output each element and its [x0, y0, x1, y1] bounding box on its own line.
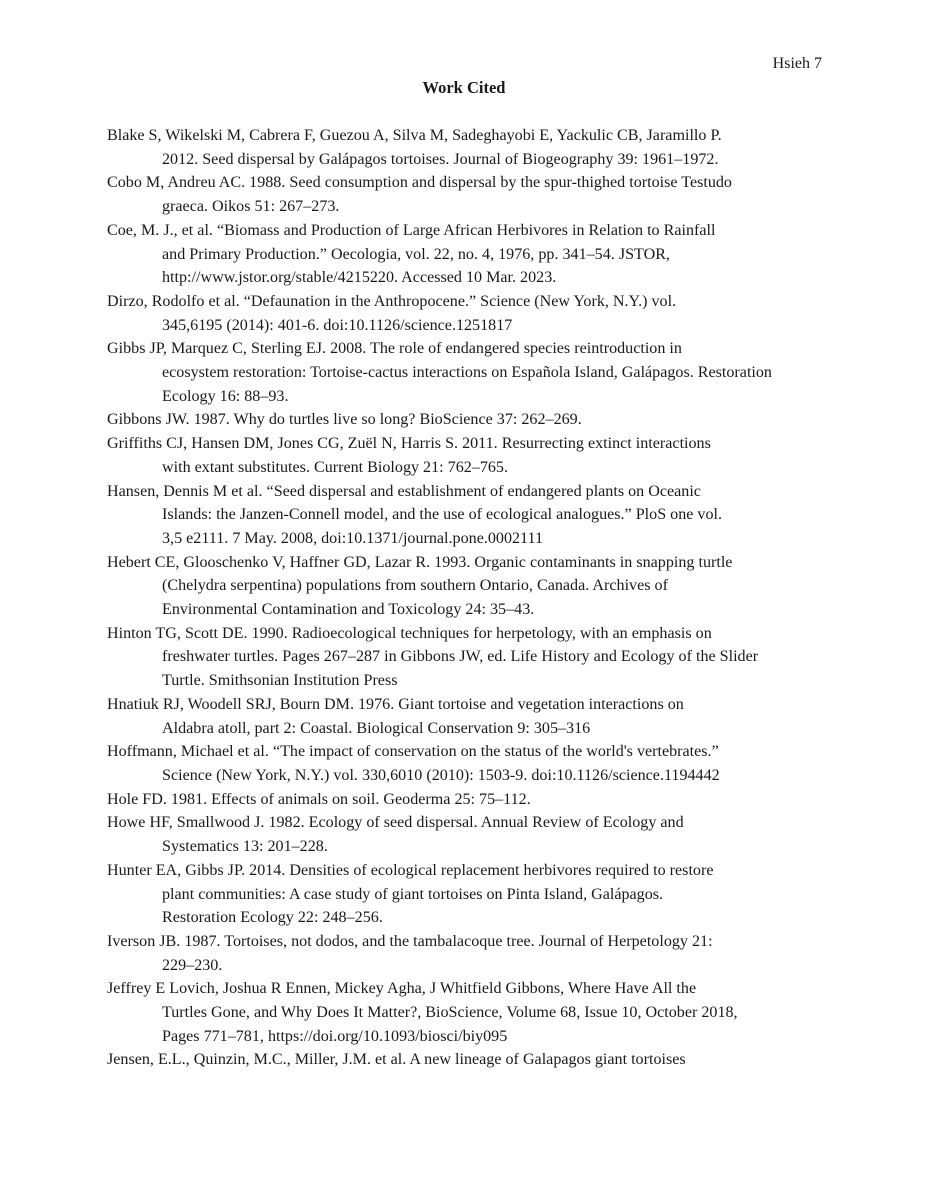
reference-entry: Gibbons JW. 1987. Why do turtles live so long? BioScience 37: 262–269. — [107, 411, 582, 429]
reference-entry: Jeffrey E Lovich, Joshua R Ennen, Mickey Agha, J Whitfield Gibbons, Where Have All the Turtles Gone, and Why Does It Matter?, BioScience, Volume 68, Issue 10, October 2018, Pages 771–781, https://doi.org/10.1093/biosci/biy095 — [107, 980, 738, 1045]
reference-entry: Hansen, Dennis M et al. “Seed dispersal and establishment of endangered plants on Oceanic Islands: the Janzen-Connell model, and the use of ecological analogues.” PloS one vol. 3,5 e2111. 7 May. 2008, doi:10.1371/journal.pone.0002111 — [107, 482, 723, 547]
reference-entry: Dirzo, Rodolfo et al. “Defaunation in the Anthropocene.” Science (New York, N.Y.) vol. 345,6195 (2014): 401-6. doi:10.1126/science.1251817 — [107, 292, 677, 334]
reference-entry: Griffiths CJ, Hansen DM, Jones CG, Zuël N, Harris S. 2011. Resurrecting extinct interactions with extant substitutes. Current Biology 21: 762–765. — [107, 435, 711, 476]
reference-entry: Iverson JB. 1987. Tortoises, not dodos, and the tambalacoque tree. Journal of Herpetology 21: 229–230. — [107, 932, 713, 974]
reference-entry: Hoffmann, Michael et al. “The impact of conservation on the status of the world's vertebrates.” Science (New York, N.Y.) vol. 330,6010 (2010): 1503-9. doi:10.1126/science.1194442 — [107, 743, 720, 784]
reference-entry: Cobo M, Andreu AC. 1988. Seed consumption and dispersal by the spur-thighed tortoise Testudo graeca. Oikos 51: 267–273. — [107, 174, 732, 216]
reference-entry: Gibbs JP, Marquez C, Sterling EJ. 2008. The role of endangered species reintroduction in ecosystem restoration: Tortoise-cactus interactions on Española Island, Galápagos. Restoration Ecology 16: 88–93. — [107, 340, 772, 405]
reference-entry: Coe, M. J., et al. “Biomass and Production of Large African Herbivores in Relation to Rainfall and Primary Production.” Oecologia, vol. 22, no. 4, 1976, pp. 341–54. JSTOR, http://www.jstor.org/stable/4215220. Accessed 10 Mar. 2023. — [107, 221, 716, 287]
reference-entry: Hebert CE, Glooschenko V, Haffner GD, Lazar R. 1993. Organic contaminants in snapping turtle (Chelydra serpentina) populations from southern Ontario, Canada. Archives of Environmental Contamination and Toxicology 24: 35–43. — [107, 553, 733, 619]
reference-list — [107, 124, 823, 1072]
page-header: Hsieh 7 — [772, 55, 822, 72]
reference-entry: Howe HF, Smallwood J. 1982. Ecology of seed dispersal. Annual Review of Ecology and Systematics 13: 201–228. — [107, 814, 684, 856]
reference-entry: Hinton TG, Scott DE. 1990. Radioecological techniques for herpetology, with an emphasis on freshwater turtles. Pages 267–287 in Gibbons JW, ed. Life History and Ecology of the Slider Turtle. Smithsonian Institution Press — [107, 624, 759, 690]
reference-entry: Hunter EA, Gibbs JP. 2014. Densities of ecological replacement herbivores required to restore plant communities: A case study of giant tortoises on Pinta Island, Galápagos. Restoration Ecology 22: 248–256. — [107, 861, 714, 927]
reference-entry: Hnatiuk RJ, Woodell SRJ, Bourn DM. 1976. Giant tortoise and vegetation interactions on Aldabra atoll, part 2: Coastal. Biological Conservation 9: 305–316 — [107, 695, 684, 737]
page-title: Work Cited — [422, 78, 506, 97]
reference-entry: Hole FD. 1981. Effects of animals on soil. Geoderma 25: 75–112. — [107, 790, 531, 808]
reference-entry: Jensen, E.L., Quinzin, M.C., Miller, J.M. et al. A new lineage of Galapagos giant tortoises — [107, 1051, 686, 1069]
reference-entry: Blake S, Wikelski M, Cabrera F, Guezou A, Silva M, Sadeghayobi E, Yackulic CB, Jaramillo P. 2012. Seed dispersal by Galápagos tortoises. Journal of Biogeography 39: 1961–1972. — [107, 127, 722, 168]
